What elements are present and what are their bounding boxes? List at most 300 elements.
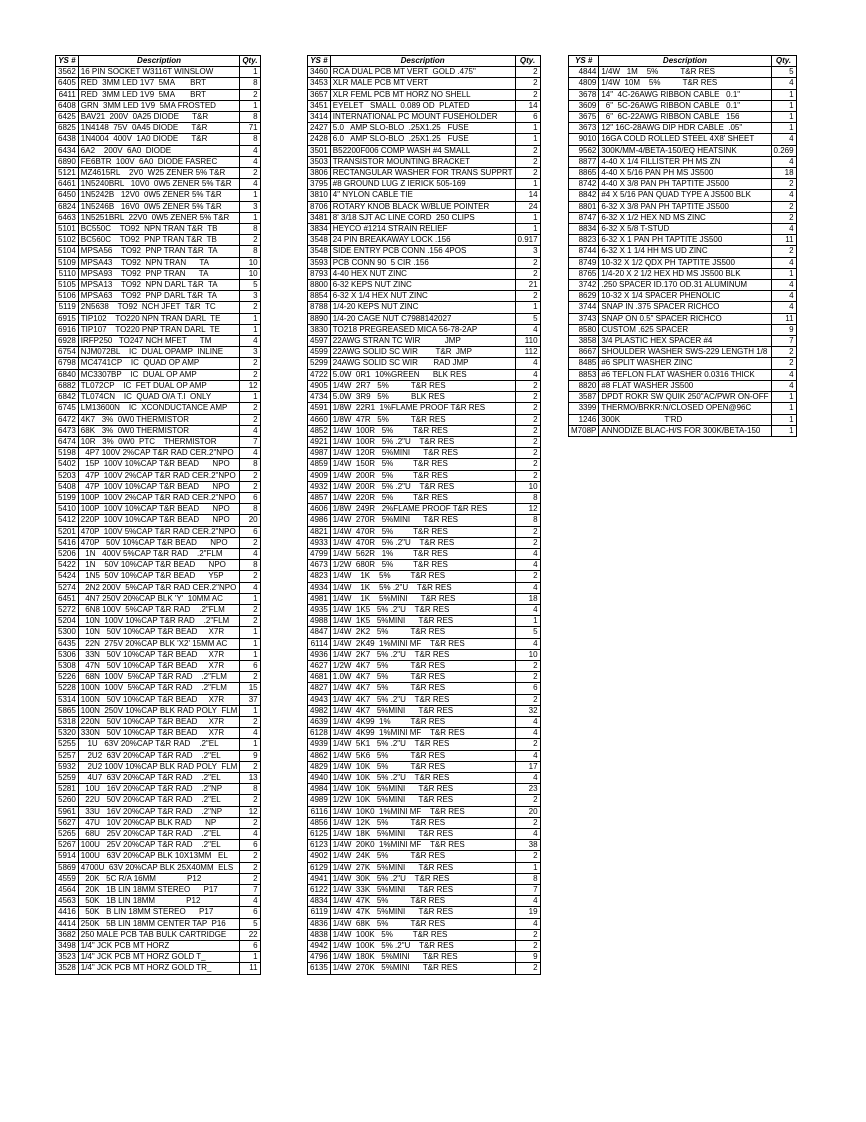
table-row [569,414,797,425]
table-row [56,672,261,683]
table-row [308,840,541,851]
qty-cell: 8 [240,504,260,515]
ys-number-cell: 4981 [308,593,331,604]
table-row [308,302,541,313]
ys-number-cell: 8667 [569,347,599,358]
ys-number-cell: 3548 [308,235,331,246]
table-row [308,336,541,347]
qty-cell: 4 [515,829,540,840]
table-row [56,201,261,212]
qty-cell: 8 [240,134,260,145]
qty-cell: 4 [515,918,540,929]
qty-cell: 11 [240,963,260,974]
description-cell: 2N2 200V 5%CAP T&R RAD CER.2"NPO [78,582,240,593]
table-row [308,358,541,369]
table-row [308,660,541,671]
ys-number-cell: 4943 [308,694,331,705]
table-row [569,168,797,179]
qty-cell: 3 [240,291,260,302]
ys-number-cell: 6916 [56,324,79,335]
table-row [56,604,261,615]
description-cell: 1/4W 10K 5% T&R RES [330,761,515,772]
table-row [308,728,541,739]
qty-cell: 4 [240,582,260,593]
ys-number-cell: 6882 [56,380,79,391]
table-row [308,380,541,391]
table-row [569,89,797,100]
description-cell: 330N 50V 10%CAP T&R BEAD X7R [78,728,240,739]
description-cell: 1/4W 200R 5% .2"U T&R RES [330,481,515,492]
ys-number-cell: 4847 [308,627,331,638]
ys-number-cell: 6122 [308,885,331,896]
qty-cell: 1 [240,100,260,111]
table-row [56,929,261,940]
qty-cell: 1 [771,414,796,425]
qty-cell: 1 [515,862,540,873]
table-row [308,504,541,515]
description-cell: 1/4W 10M 5% T&R RES [599,78,771,89]
ys-number-cell: 3498 [56,941,79,952]
qty-cell: 14 [515,190,540,201]
qty-cell: 22 [240,929,260,940]
description-cell: 300K T'RD [599,414,771,425]
table-row [56,100,261,111]
description-cell: 1/4W 4K7 5% T&R RES [330,683,515,694]
ys-number-cell: 5914 [56,851,79,862]
description-cell: 24AWG SOLID SC WIR RAD JMP [330,358,515,369]
description-cell: NJM072BL IC DUAL OPAMP INLINE [78,347,240,358]
table-row [569,291,797,302]
ys-number-cell: 3834 [308,224,331,235]
qty-cell: 2 [515,672,540,683]
ys-number-cell: 3451 [308,100,331,111]
table-row [56,728,261,739]
table-row [308,941,541,952]
ys-number-cell: 5105 [56,280,79,291]
table-row [56,123,261,134]
ys-number-cell: 4982 [308,705,331,716]
table-row [308,896,541,907]
qty-cell: 7 [240,436,260,447]
qty-cell: 2 [515,941,540,952]
description-cell: 1/4W 220R 5% T&R RES [330,492,515,503]
description-cell: 33U 16V 20%CAP T&R RAD .2"NP [78,806,240,817]
table-row [308,526,541,537]
ys-number-cell: 4681 [308,672,331,683]
qty-cell: 4 [240,179,260,190]
table-row [308,235,541,246]
description-cell: 1/4W 100K 5% .2"U T&R RES [330,941,515,952]
table-row [308,224,541,235]
description-cell: 1/4-20 X 2 1/2 HEX HD MS JS500 BLK [599,268,771,279]
qty-cell: 4 [515,773,540,784]
qty-cell: 2 [515,459,540,470]
ys-number-cell: 5314 [56,694,79,705]
table-row [308,761,541,772]
table-row [308,190,541,201]
description-cell: 1/4W 30K 5% .2"U T&R RES [330,873,515,884]
table-row [308,604,541,615]
table-row [308,963,541,974]
description-cell: 220N 50V 10%CAP T&R BEAD X7R [78,716,240,727]
description-cell: 1/4W 2K49 1%MINI MF T&R RES [330,638,515,649]
description-cell: XLR FEML PCB MT HORZ NO SHELL [330,89,515,100]
ys-number-cell: 8801 [569,201,599,212]
description-cell: 1/4W 270R 5%MINI T&R RES [330,515,515,526]
description-cell: #8 GROUND LUG Z IERICK 505-169 [330,179,515,190]
qty-cell: 2 [515,156,540,167]
description-cell: 24 PIN BREAKAWAY LOCK .156 [330,235,515,246]
description-cell: 1/4W 18K 5%MINI T&R RES [330,829,515,840]
description-cell: 6-32 X 1 1/4 HH MS UD ZINC [599,246,771,257]
description-cell: THERMO/BRKR:N/CLOSED OPEN@96C [599,403,771,414]
table-row [308,616,541,627]
table-row [308,112,541,123]
description-cell: 1/4W 4K99 1%MINI MF T&R RES [330,728,515,739]
description-cell: 22AWG SOLID SC WIR T&R JMP [330,347,515,358]
qty-cell: 6 [240,840,260,851]
table-row [569,246,797,257]
description-cell: 1/4W 10K 5% .2"U T&R RES [330,773,515,784]
qty-cell: 2 [240,716,260,727]
description-cell: MPSA13 TO92 NPN DARL T&R TA [78,280,240,291]
ys-number-cell: 6425 [56,112,79,123]
table-row [308,78,541,89]
qty-cell: 4 [515,716,540,727]
table-row [308,515,541,526]
table-row [308,470,541,481]
table-row [308,582,541,593]
qty-cell: 1 [771,392,796,403]
description-cell: 1/4W 1K 5% T&R RES [330,571,515,582]
ys-number-cell: 6463 [56,212,79,223]
qty-cell: 1 [240,212,260,223]
qty-cell: 8 [515,515,540,526]
ys-number-cell: 3806 [308,168,331,179]
qty-cell: 4 [515,560,540,571]
qty-cell: 2 [240,873,260,884]
ys-number-cell: 4564 [56,885,79,896]
table-row [308,829,541,840]
description-cell: 1/2W 4K7 5% T&R RES [330,660,515,671]
description-cell: #6 SPLIT WASHER ZINC [599,358,771,369]
qty-cell: 6 [240,941,260,952]
ys-number-cell: 4823 [308,571,331,582]
description-cell: 6-32 X 5/8 T-STUD [599,224,771,235]
ys-number-cell: 5412 [56,515,79,526]
parts-table [55,55,261,975]
qty-cell: 1 [240,593,260,604]
qty-cell: 5 [771,67,796,78]
table-row [308,369,541,380]
table-row [56,291,261,302]
table-row [56,145,261,156]
qty-cell: 38 [515,840,540,851]
qty-cell: 4 [771,369,796,380]
qty-cell: 2 [240,168,260,179]
table-row [308,179,541,190]
qty-cell: 2 [515,392,540,403]
description-cell: INTERNATIONAL PC MOUNT FUSEHOLDER [330,112,515,123]
ys-number-cell: 4902 [308,851,331,862]
ys-number-cell: 5274 [56,582,79,593]
table-row [569,179,797,190]
table-row [308,929,541,940]
description-cell: TL072CP IC FET DUAL OP AMP [78,380,240,391]
ys-number-cell: 6128 [308,728,331,739]
ys-number-cell: 4987 [308,448,331,459]
description-cell: 1/4W 68K 5% T&R RES [330,918,515,929]
ys-number-cell: 4809 [569,78,599,89]
description-cell: 100N 250V 10%CAP BLK RAD POLY FLM [78,705,240,716]
table-row [569,201,797,212]
table-row [56,134,261,145]
ys-number-cell: 4935 [308,604,331,615]
ys-number-cell: 4862 [308,750,331,761]
description-cell: 4-40 HEX NUT ZINC [330,268,515,279]
ys-number-cell: 5308 [56,660,79,671]
description-cell: 10-32 X 1/4 SPACER PHENOLIC [599,291,771,302]
qty-cell: 3 [240,347,260,358]
description-cell: 1/4W 150R 5% T&R RES [330,459,515,470]
table-row [56,392,261,403]
description-cell: 1N5246B 16V0 0W5 ZENER 5% T&R [78,201,240,212]
qty-cell: 2 [240,470,260,481]
qty-cell: 4 [771,380,796,391]
ys-number-cell: 5402 [56,459,79,470]
table-row [308,89,541,100]
ys-number-cell: 5299 [308,358,331,369]
description-cell: 1/4W 100R 5% .2"U T&R RES [330,436,515,447]
description-cell: 3/4 PLASTIC HEX SPACER #4 [599,336,771,347]
qty-cell: 1 [240,952,260,963]
ys-header: YS # [308,56,331,67]
qty-cell: 4 [771,280,796,291]
description-cell: 1/4-20 CAGE NUT C7988142027 [330,313,515,324]
ys-number-cell: 5320 [56,728,79,739]
qty-cell: 2 [515,739,540,750]
ys-number-cell: 4836 [308,918,331,929]
qty-cell: 1 [515,302,540,313]
ys-number-cell: 6890 [56,156,79,167]
ys-number-cell: 5961 [56,806,79,817]
ys-number-cell: 4591 [308,403,331,414]
table-row [56,918,261,929]
qty-cell: 4 [240,156,260,167]
table-row [569,268,797,279]
table-row [308,67,541,78]
parts-table [568,55,797,437]
ys-number-cell: 8890 [308,313,331,324]
ys-number-cell: 4988 [308,616,331,627]
ys-number-cell: 5199 [56,492,79,503]
table-row [308,280,541,291]
qty-cell: 2 [515,851,540,862]
ys-number-cell: 5119 [56,302,79,313]
ys-number-cell: 8834 [569,224,599,235]
ys-number-cell: 9562 [569,145,599,156]
description-cell: 1N5251BRL 22V0 0W5 ZENER 5% T&R [78,212,240,223]
ys-number-cell: 8877 [569,156,599,167]
qty-cell: 2 [240,89,260,100]
description-cell: 1/4W 47K 5%MINI T&R RES [330,907,515,918]
description-cell: 6A2 200V 6A0 DIODE [78,145,240,156]
description-cell: TRANSISTOR MOUNTING BRACKET [330,156,515,167]
qty-cell: 14 [515,100,540,111]
ys-number-cell: 3744 [569,302,599,313]
ys-number-cell: 3414 [308,112,331,123]
qty-cell: 2 [515,795,540,806]
description-cell: 1N4148 75V 0A45 DIODE T&R [78,123,240,134]
qty-cell: 6 [240,492,260,503]
description-cell: PCB CONN 90 5 CIR .156 [330,257,515,268]
qty-cell: 4 [771,134,796,145]
ys-number-cell: 8749 [569,257,599,268]
ys-number-cell: 4827 [308,683,331,694]
description-cell: 100N 100V 5%CAP T&R RAD .2"FLM [78,683,240,694]
ys-number-cell: 4940 [308,773,331,784]
ys-number-cell: 3587 [569,392,599,403]
qty-cell: 18 [771,168,796,179]
description-cell: 1/4W 120R 5%MINI T&R RES [330,448,515,459]
description-cell: TL074CN IC QUAD O/A T.I ONLY [78,392,240,403]
table-row [308,593,541,604]
ys-number-cell: 6461 [56,179,79,190]
table-row [569,324,797,335]
qty-cell: 2 [515,571,540,582]
description-cell: 15P 100V 10%CAP T&R BEAD NPO [78,459,240,470]
qty-cell: 24 [515,201,540,212]
description-cell: 250K 5B LIN 18MM CENTER TAP P16 [78,918,240,929]
qty-cell: 2 [240,414,260,425]
qty-cell: 2 [515,403,540,414]
qty-cell: 2 [240,862,260,873]
qty-cell: 1 [515,212,540,223]
ys-number-cell: 5259 [56,773,79,784]
table-row [56,347,261,358]
table-row [56,78,261,89]
description-cell: MPSA56 TO92 PNP TRAN T&R TA [78,246,240,257]
ys-number-cell: 4989 [308,795,331,806]
table-row [56,806,261,817]
qty-cell: 8 [515,492,540,503]
qty-cell: 12 [515,504,540,515]
qty-cell: 2 [515,537,540,548]
table-row [56,324,261,335]
qty-cell: 9 [240,750,260,761]
ys-number-cell: 5627 [56,817,79,828]
table-row [308,784,541,795]
description-cell: 100P 100V 2%CAP T&R RAD CER.2"NPO [78,492,240,503]
ys-number-cell: 4934 [308,582,331,593]
ys-number-cell: 8485 [569,358,599,369]
table-row [56,862,261,873]
table-row [56,873,261,884]
description-cell: 100N 50V 10%CAP T&R BEAD X7R [78,694,240,705]
qty-cell: 9 [771,324,796,335]
description-cell: XLR MALE PCB MT VERT [330,78,515,89]
qty-cell: 112 [515,347,540,358]
description-cell: 1/4W 1K5 5%MINI T&R RES [330,616,515,627]
table-header-row [308,56,541,67]
table-row [308,739,541,750]
qty-cell: 4 [771,190,796,201]
qty-cell: 2 [515,291,540,302]
description-cell: BC560C TO92 PNP TRAN T&R TB [78,235,240,246]
description-cell: 1N5 50V 10%CAP T&R BEAD Y5P [78,571,240,582]
ys-number-cell: 3678 [569,89,599,100]
qty-cell: 3 [515,246,540,257]
description-cell: RECTANGULAR WASHER FOR TRANS SUPPRT [330,168,515,179]
description-cell: 1/4W 100K 5% T&R RES [330,929,515,940]
ys-number-cell: 4627 [308,660,331,671]
table-row [308,481,541,492]
table-row [569,123,797,134]
table-row [308,907,541,918]
qty-cell: 1 [771,112,796,123]
table-row [308,313,541,324]
ys-number-cell: 6840 [56,369,79,380]
description-cell: 10U 16V 20%CAP T&R RAD .2"NP [78,784,240,795]
ys-number-cell: 4933 [308,537,331,548]
description-cell: GRN 3MM LED 1V9 5MA FROSTED [78,100,240,111]
description-cell: 22N 275V 20%CAP BLK 'X2' 15MM AC [78,638,240,649]
ys-number-cell: 6842 [56,392,79,403]
qty-cell: 2 [515,380,540,391]
description-cell: DPDT ROKR SW QUIK 250"AC/PWR ON-OFF [599,392,771,403]
qty-cell: 2 [515,89,540,100]
qty-cell: 6 [240,660,260,671]
qty-cell: 2 [240,604,260,615]
table-row [56,380,261,391]
ys-number-cell: 3593 [308,257,331,268]
table-row [308,694,541,705]
ys-number-cell: 3503 [308,156,331,167]
ys-number-cell: 6129 [308,862,331,873]
qty-header: Qty. [240,56,260,67]
description-cell: 250 MALE PCB TAB BULK CARTRIDGE [78,929,240,940]
ys-number-cell: 3460 [308,67,331,78]
table-row [56,616,261,627]
description-cell: 1/4W 562R 1% T&R RES [330,548,515,559]
table-row [308,436,541,447]
qty-cell: 6 [240,907,260,918]
qty-cell: 4 [771,156,796,167]
table-row [308,560,541,571]
description-cell: FE6BTR 100V 6A0 DIODE FASREC [78,156,240,167]
table-row [56,817,261,828]
description-cell: 100P 100V 10%CAP T&R BEAD NPO [78,504,240,515]
description-cell: 1/4W 10K0 1%MINI MF T&R RES [330,806,515,817]
qty-cell: 2 [240,817,260,828]
description-cell: 1/4W 2K2 5% T&R RES [330,627,515,638]
table-row [56,414,261,425]
description-cell: 1/4W 10K 5%MINI T&R RES [330,784,515,795]
qty-cell: 2 [515,67,540,78]
qty-cell: 6 [515,683,540,694]
description-cell: 1/4W 470R 5% T&R RES [330,526,515,537]
qty-cell: 2 [240,481,260,492]
ys-number-cell: 8747 [569,212,599,223]
table-row [56,829,261,840]
ys-number-cell: 6411 [56,89,79,100]
table-row [56,212,261,223]
qty-cell: 1 [515,134,540,145]
description-cell: 2U2 63V 20%CAP T&R RAD .2"EL [78,750,240,761]
ys-number-cell: 2428 [308,134,331,145]
description-cell: 4" NYLON CABLE TIE [330,190,515,201]
ys-number-cell: 5869 [56,862,79,873]
